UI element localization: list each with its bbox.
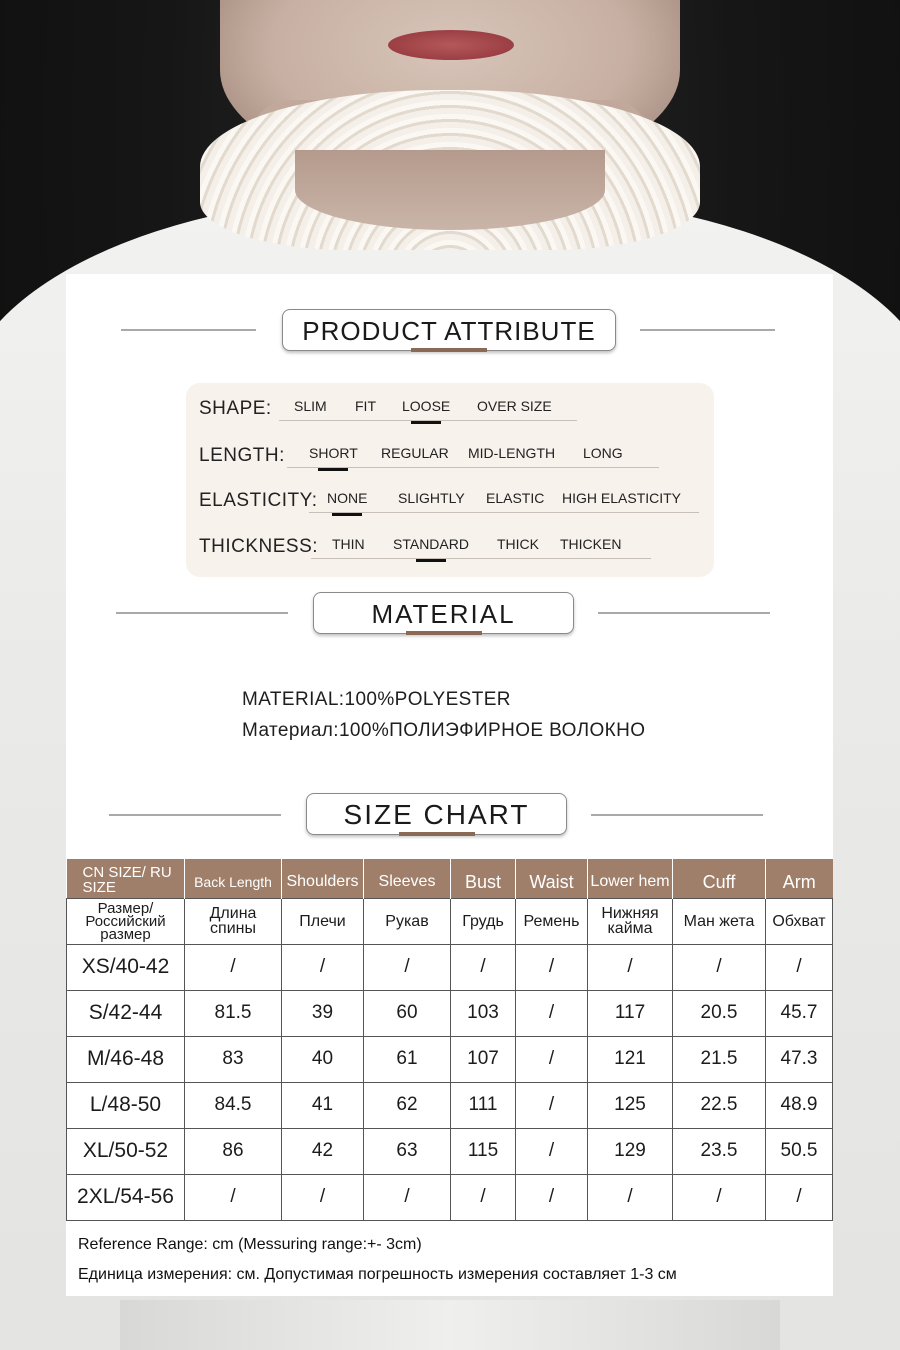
size-cell: / [451,1174,516,1220]
size-cell: S/42-44 [67,990,185,1036]
table-row [67,1174,833,1220]
size-cell: 103 [451,990,516,1036]
size-header-cell-ru: Размер/ Российский размер [67,898,185,944]
attribute-option: HIGH ELASTICITY [562,490,682,506]
size-cell: / [516,1082,588,1128]
size-cell: 63 [364,1128,451,1174]
size-header-cell: Sleeves [364,859,451,898]
size-cell: 129 [588,1128,673,1174]
size-header-cell: Waist [516,859,588,898]
size-cell: 107 [451,1036,516,1082]
material-section-title [313,592,574,634]
attribute-label: LENGTH: [199,445,285,466]
size-cell: L/48-50 [67,1082,185,1128]
size-cell: / [516,1128,588,1174]
size-header-row [67,859,833,898]
size-header-cell: Lower hem [588,859,673,898]
size-header-cell-ru: Грудь [451,898,516,944]
table-row [67,1036,833,1082]
table-row [67,944,833,990]
attribute-option: LONG [583,445,623,461]
size-cell: 41 [282,1082,364,1128]
size-cell: / [673,1174,766,1220]
size-header-cell: Cuff [673,859,766,898]
attribute-title-bar [411,348,487,352]
size-cell: 42 [282,1128,364,1174]
size-cell: XS/40-42 [67,944,185,990]
size-cell: / [516,990,588,1036]
attribute-option: ELASTIC [486,490,545,506]
material-text-en: MATERIAL:100%POLYESTER [242,689,511,710]
size-cell: 84.5 [185,1082,282,1128]
attribute-label: ELASTICITY: [199,490,318,511]
size-cell: 117 [588,990,673,1036]
size-cell: 45.7 [766,990,833,1036]
size-cell: XL/50-52 [67,1128,185,1174]
size-chart-table [66,859,833,1221]
size-cell: / [766,944,833,990]
attribute-option: THIN [332,536,365,552]
material-text-ru: Материал:100%ПОЛИЭФИРНОЕ ВОЛОКНО [242,720,646,741]
size-cell: / [282,944,364,990]
size-header-row-ru [67,898,833,944]
size-cell: / [364,1174,451,1220]
size-header-cell-ru: Плечи [282,898,364,944]
attribute-title-text: PRODUCT ATTRIBUTE [302,316,596,346]
table-row [67,1082,833,1128]
attribute-option: SLIGHTLY [398,490,465,506]
size-header-cell: Arm [766,859,833,898]
size-cell: 21.5 [673,1036,766,1082]
size-divider-right [591,814,763,816]
size-cell: 62 [364,1082,451,1128]
attribute-divider-right [640,329,775,331]
size-cell: / [588,1174,673,1220]
size-cell: 61 [364,1036,451,1082]
reference-range-ru: Единица измерения: см. Допустимая погрешность измерения составляет 1-3 см [78,1266,677,1283]
table-row [67,1128,833,1174]
attribute-option-selected: NONE [327,490,368,506]
attribute-divider-left [121,329,256,331]
size-cell: 48.9 [766,1082,833,1128]
attribute-underline [311,558,651,559]
size-cell: 60 [364,990,451,1036]
size-cell: 115 [451,1128,516,1174]
size-header-cell-ru: Ремень [516,898,588,944]
size-cell: 22.5 [673,1082,766,1128]
size-cell: 20.5 [673,990,766,1036]
size-cell: / [185,944,282,990]
size-cell: 50.5 [766,1128,833,1174]
table-row [67,990,833,1036]
size-header-cell: Back Length [185,859,282,898]
size-cell: 125 [588,1082,673,1128]
attribute-option-selected: LOOSE [402,398,451,414]
attribute-section-title [282,309,616,351]
size-header-cell-ru: Обхват [766,898,833,944]
size-cell: / [766,1174,833,1220]
size-cell: 2XL/54-56 [67,1174,185,1220]
material-divider-right [598,612,770,614]
size-cell: / [516,1174,588,1220]
material-title-bar [406,631,482,635]
size-chart-section-title [306,793,567,835]
material-title-text: MATERIAL [371,599,516,629]
attribute-option: THICKEN [560,536,622,552]
size-header-cell: Bust [451,859,516,898]
reference-range-en: Reference Range: cm (Messuring range:+- 3cm) [78,1236,422,1253]
size-header-cell-ru: Рукав [364,898,451,944]
size-cell: 83 [185,1036,282,1082]
collar-shadow [295,150,605,230]
attribute-option: SLIM [294,398,327,414]
size-cell: / [364,944,451,990]
attribute-option: REGULAR [381,445,449,461]
blouse-fold [120,1300,780,1350]
size-header-cell: Shoulders [282,859,364,898]
size-header-cell: CN SIZE/ RU SIZE [67,859,185,898]
attribute-option: OVER SIZE [477,398,552,414]
size-cell: / [516,944,588,990]
size-cell: 47.3 [766,1036,833,1082]
size-header-cell-ru: Нижняя кайма [588,898,673,944]
model-lips [388,30,514,60]
size-header-cell-ru: Ман жета [673,898,766,944]
material-divider-left [116,612,288,614]
size-cell: 81.5 [185,990,282,1036]
attribute-option-selected: SHORT [309,445,358,461]
size-cell: 86 [185,1128,282,1174]
size-cell: M/46-48 [67,1036,185,1082]
size-cell: / [451,944,516,990]
size-cell: / [673,944,766,990]
attribute-option: THICK [497,536,539,552]
size-cell: / [282,1174,364,1220]
size-cell: 23.5 [673,1128,766,1174]
attribute-option-selected: STANDARD [393,536,469,552]
attribute-option: MID-LENGTH [468,445,556,461]
size-cell: / [185,1174,282,1220]
size-header-cell-ru: Длина спины [185,898,282,944]
size-chart-title-text: SIZE CHART [343,799,530,830]
size-chart-title-bar [399,832,475,836]
size-cell: 39 [282,990,364,1036]
size-cell: 111 [451,1082,516,1128]
size-cell: / [588,944,673,990]
size-cell: / [516,1036,588,1082]
size-divider-left [109,814,281,816]
size-cell: 121 [588,1036,673,1082]
attribute-option: FIT [355,398,376,414]
attribute-label: THICKNESS: [199,536,319,557]
attribute-underline [309,512,699,513]
size-cell: 40 [282,1036,364,1082]
attribute-label: SHAPE: [199,398,272,419]
